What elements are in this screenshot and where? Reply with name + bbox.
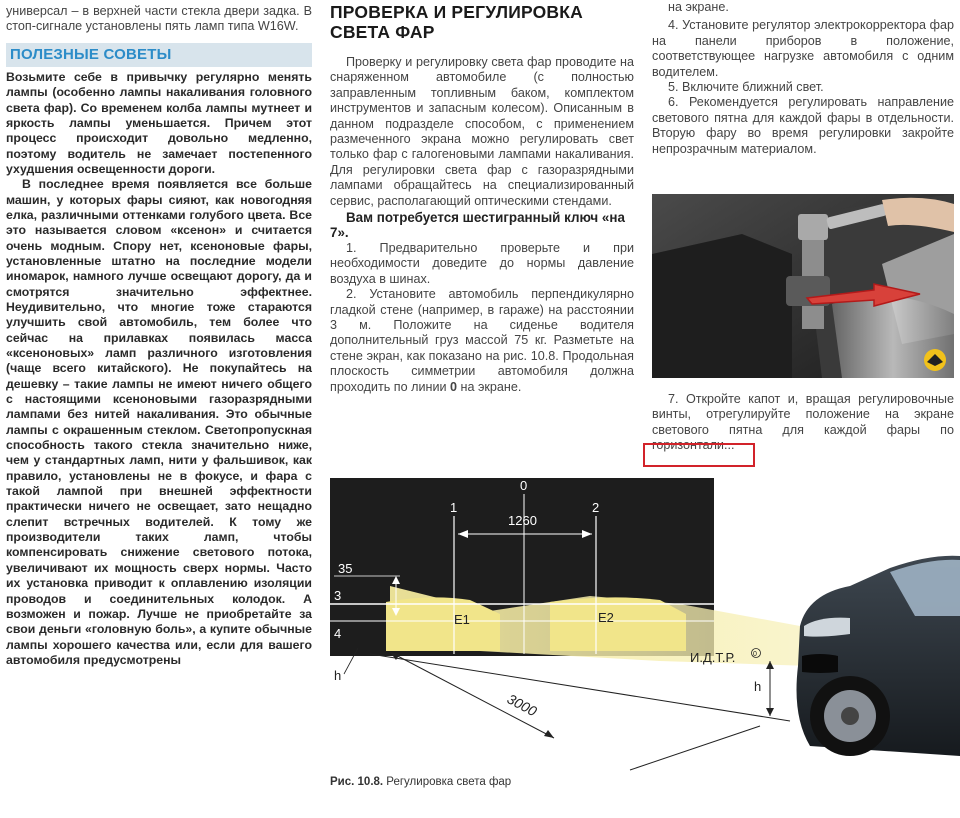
engine-bay-photo — [652, 194, 954, 378]
left-intro-text: универсал – в верхней части стекла двери задка. В стоп-сигнале установлены пять ламп типа W16W. — [6, 4, 312, 34]
step-2-text-a: 2. Установите автомобиль перпендикулярно гладкой стене (например, в гараже) на расстоянии 3 м. Положите на сиденье водителя дополнительный груз массой 75 кг. Разметьте на стене экран, как показано на рис. 10.8. Продольная плоскость симметрии автомобиля должна проходить по линии — [330, 287, 634, 394]
dim-1260: 1260 — [508, 513, 537, 528]
step-2 — [330, 287, 634, 395]
caption-number: Рис. 10.8. — [330, 776, 384, 788]
tips-body — [6, 70, 312, 668]
car-illustration — [797, 556, 960, 756]
step-6: 6. Рекомендуется регулировать направление светового пятна для каждой фары в отдельности. Вторую фару во время регулировки закройте непрозрачным материалом. — [652, 95, 954, 156]
right-column — [652, 0, 954, 157]
label-2: 2 — [592, 500, 600, 515]
section-title-line-2: СВЕТА ФАР — [330, 22, 435, 42]
step-1: 1. Предварительно проверьте и при необходимости доведите до нормы давление воздуха в шинах. — [330, 240, 634, 286]
section-title — [330, 2, 634, 42]
tips-paragraph-2: В последнее время появляется все больше машин, у которых фары сияют, как новогодняя елка, различными оттенками голубого цвета. Все это называется словом «ксенон» и считается очень модным. Спору нет, ксеноновые фары, установленные штатно на последние модели иномарок, намного лучше освещают дорогу, да и смотрятся значительно эффектнее. Неудивительно, что многие тоже стараются улучшить свой автомобиль, тем более что сейчас на прилавках появилась масса «ксеноновых» ламп различного изготовления (чаще всего китайского). Не покупайтесь на дешевку – такие лампы не имеют ничего общего с настоящими ксеноновыми газоразрядными лампами без нитей накаливания. Это обычные лампы с окрашенным стеклом. Светопропускная способность такого стекла значительно ниже, чем у стандартных ламп, нити у фальшивок, как правило, установлены не в фокусе, и фара с такой лампой при внешней эффектности практически ничего не освещает, зато нещадно слепит встречных водителей. К тому же производители таких ламп, чтобы компенсировать снижение светового потока, увеличивают их мощность сверх нормы. Часто их установка приводит к оплавлению изоляции проводов и соединительных колодок. А возможен и пожар. Лучше не приобретайте за свои деньги «головную боль», а купите обычные лампы хорошего качества или, если для вашего автомобиля предусмотрены — [6, 177, 312, 667]
spot-e2 — [550, 597, 686, 651]
label-h-right: h — [754, 679, 762, 694]
caption-text: Регулировка света фар — [383, 776, 512, 788]
section-title-line-1: ПРОВЕРКА И РЕГУЛИРОВКА — [330, 2, 583, 22]
headlight-diagram — [330, 476, 960, 776]
label-e1: E1 — [454, 612, 470, 627]
step-5: 5. Включите ближний свет. — [668, 80, 824, 95]
step-2-text-b: на экране. — [457, 379, 522, 394]
figure-caption — [330, 776, 511, 788]
headlight-diagram-svg — [330, 476, 960, 776]
dim-3000: 3000 — [504, 690, 540, 720]
highlight-box — [643, 443, 755, 467]
label-0: 0 — [520, 478, 528, 493]
tool-heading: Вам потребуется шестигранный ключ «на 7». — [330, 210, 625, 241]
left-column — [6, 0, 312, 668]
step-2-zero: 0 — [450, 379, 458, 394]
label-1: 1 — [450, 500, 458, 515]
middle-column — [330, 0, 634, 395]
label-e2: E2 — [598, 610, 614, 625]
label-circle: 0 — [753, 651, 757, 658]
step-4: 4. Установите регулятор электрокорректора фар на панели приборов в положение, соответствующее нагрузке автомобиля с одним водителем. — [652, 18, 954, 79]
middle-intro: Проверку и регулировку света фар проводите на снаряженном автомобиле (с полностью заправленным топливным баком, комплектом инструментов и запасным колесом). Описанным в данном подразделе способом, с применением размеченного экрана можно регулировать свет только фар с галогеновыми лампами накаливания. Для регулировки света фар с газоразрядными лампами обращайтесь на специализированный сервис, располагающий оптическими стендами. — [330, 55, 634, 208]
dim-35: 35 — [338, 561, 353, 576]
step-7: 7. Откройте капот и, вращая регулировочные винты, отрегулируйте положение на экране светового пятна для каждой фары по горизонтали... — [652, 392, 954, 453]
engine-bay-illustration — [652, 194, 954, 378]
right-top-fragment: на экране. — [668, 0, 729, 14]
label-4: 4 — [334, 626, 342, 641]
label-h-left: h — [334, 668, 342, 683]
label-idtr: И.Д.Т.Р. — [690, 650, 736, 665]
tips-paragraph-1: Возьмите себе в привычку регулярно менять лампы (особенно лампы накаливания головного света фар). Со временем колба лампы мутнеет и яркость лампы уменьшается. Причем этот процесс происходит довольно медленно, поэтому водитель не замечает постепенного ухудшения освещенности дороги. — [6, 69, 312, 176]
tips-heading: ПОЛЕЗНЫЕ СОВЕТЫ — [6, 43, 312, 67]
label-3: 3 — [334, 588, 342, 603]
